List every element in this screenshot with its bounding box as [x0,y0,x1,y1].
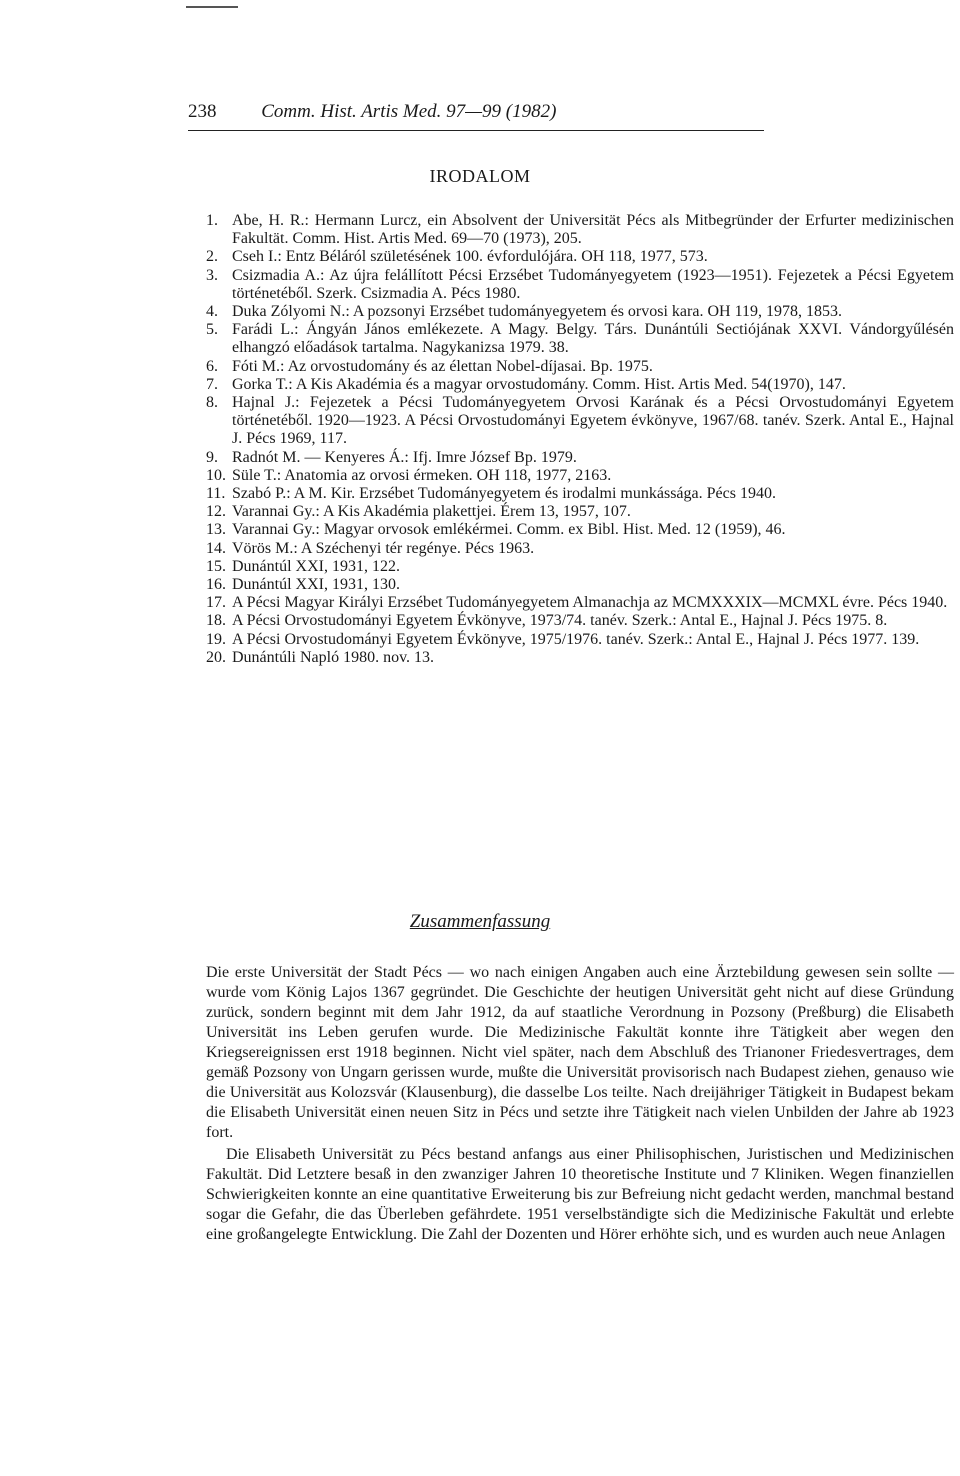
reference-number: 2. [206,248,218,266]
reference-item [206,594,954,612]
reference-text: Gorka T.: A Kis Akadémia és a magyar orvostudomány. Comm. Hist. Artis Med. 54(1970), 147. [232,375,846,393]
reference-text: A Pécsi Magyar Királyi Erzsébet Tudományegyetem Almanachja az MCMXXXIX—MCMXL évre. Pécs 1940. [232,594,948,612]
reference-item [206,631,954,649]
reference-number: 18. [206,612,226,630]
reference-item [206,376,954,394]
reference-text: Süle T.: Anatomia az orvosi érmeken. OH 118, 1977, 2163. [232,466,612,484]
reference-number: 8. [206,394,218,412]
reference-item [206,558,954,576]
reference-item [206,248,954,266]
reference-number: 4. [206,303,218,321]
reference-number: 12. [206,503,226,521]
page-number: 238 [188,101,217,122]
reference-item [206,267,954,303]
summary-body [206,963,954,1247]
reference-item [206,449,954,467]
reference-text: Radnót M. — Kenyeres Á.: Ifj. Imre József Bp. 1979. [232,448,577,466]
reference-item [206,612,954,630]
reference-number: 14. [206,539,226,557]
reference-number: 16. [206,576,226,594]
page-header [188,100,768,124]
reference-item [206,649,954,667]
reference-text: Cseh I.: Entz Béláról születésének 100. évfordulójára. OH 118, 1977, 573. [232,248,708,266]
reference-number: 3. [206,266,218,284]
reference-text: Szabó P.: A M. Kir. Erzsébet Tudományegyetem és irodalmi munkássága. Pécs 1940. [232,485,776,503]
reference-item [206,503,954,521]
reference-number: 9. [206,448,218,466]
reference-number: 11. [206,485,226,503]
reference-text: Duka Zólyomi N.: A pozsonyi Erzsébet tudományegyetem és orvosi kara. OH 119, 1978, 1853. [232,303,842,321]
reference-number: 20. [206,648,226,666]
reference-text: Fóti M.: Az orvostudomány és az élettan Nobel-díjasai. Bp. 1975. [232,357,653,375]
reference-number: 13. [206,521,226,539]
reference-text: Dunántúli Napló 1980. nov. 13. [232,648,435,666]
reference-item [206,467,954,485]
header-rule [188,130,764,131]
reference-text: Abe, H. R.: Hermann Lurcz, ein Absolvent der Universität Pécs als Mitbegründer der Erfurter medizinischen Fakultät. Comm. Hist. Artis Med. 69—70 (1973), 205. [232,212,954,248]
reference-text: Csizmadia A.: Az újra felállított Pécsi Erzsébet Tudományegyetem (1923—1951). Fejezetek a Pécsi Egyetem történetéből. Szerk. Csizmadia A. Pécs 1980. [232,266,954,302]
summary-title: Zusammenfassung [409,911,551,932]
running-head: Comm. Hist. Artis Med. 97—99 (1982) [261,101,557,122]
reference-item [206,540,954,558]
reference-item [206,576,954,594]
reference-number: 15. [206,557,226,575]
reference-number: 1. [206,212,218,229]
reference-text: Dunántúl XXI, 1931, 130. [232,576,400,594]
reference-number: 7. [206,375,218,393]
reference-item [206,521,954,539]
reference-text: A Pécsi Orvostudományi Egyetem Évkönyve, 1975/1976. tanév. Szerk.: Antal E., Hajnal J. Pécs 1977. 139. [232,630,920,648]
reference-text: Hajnal J.: Fejezetek a Pécsi Tudományegyetem Orvosi Karának és a Pécsi Orvostudományi Egyetem történetéből. 1920—1923. A Pécsi Orvostudományi Egyetem évkönyve, 1967/68. tanév. Szerk. Antal E., Hajnal J. Pécs 1969, 117. [232,394,954,448]
reference-text: Varannai Gy.: A Kis Akadémia plakettjei. Érem 13, 1957, 107. [232,503,631,521]
reference-number: 10. [206,466,226,484]
reference-text: A Pécsi Orvostudományi Egyetem Évkönyve, 1973/74. tanév. Szerk.: Antal E., Hajnal J. Pécs 1975. 8. [232,612,888,630]
summary-paragraph: Die erste Universität der Stadt Pécs — wo nach einigen Angaben auch eine Ärztebildung gewesen sein sollte — wurde vom König Lajos 1367 gegründet. Die Geschichte der heutigen Universität geht nicht auf diese Gründung zurück, sondern beginnt mit dem Jahr 1912, da auf staatliche Verordnung in Pozsony (Preßburg) die Elisabeth Universität ins Leben gerufen wurde. Die Medizinische Fakultät konnte ihre Tätigkeit aber wegen den Kriegsereignissen erst 1918 beginnen. Nicht viel später, nach dem Abschluß des Trianoner Friedesvertrages, dem gemäß Pozsony von Ungarn gerissen wurde, mußte die Universität provisorisch nach Budapest ziehen, genauso wie die Universität aus Kolozsvár (Klausenburg), die dasselbe Los teilte. Nach dreijähriger Tätigkeit in Budapest bekam die Elisabeth Universität einen neuen Sitz in Pécs und setzte ihre Tätigkeit nach vielen Unbilden der Jahre ab 1923 fort. [206,964,954,1141]
reference-item [206,358,954,376]
corner-mark [186,6,238,8]
reference-text: Dunántúl XXI, 1931, 122. [232,557,400,575]
summary-paragraph: Die Elisabeth Universität zu Pécs bestand anfangs aus einer Philisophischen, Juristischen und Medizinischen Fakultät. Did Letztere besaß in den zwanziger Jahren 10 theoretische Institute und 7 Kliniken. Wegen finanziellen Schwierigkeiten konnte an eine quantitative Erweiterung bis zur Befreiung nicht gedacht werden, manchmal bestand sogar die Gefahr, die das Überleben gefährdete. 1951 verselbständigte sich die Medizinische Fakultät und erlebte eine großangelegte Entwicklung. Die Zahl der Dozenten und Hörer erhöhte sich, und es wurden auch neue Anlagen [206,1146,954,1243]
reference-item [206,394,954,449]
reference-text: Farádi L.: Ángyán János emlékezete. A Magy. Belgy. Társ. Dunántúli Sectiójának XXVI. Vándorgyűlésén elhangzó előadások tartalma. Nagykanizsa 1979. 38. [232,321,954,357]
reference-number: 17. [206,594,226,612]
reference-item [206,303,954,321]
reference-text: Varannai Gy.: Magyar orvosok emlékérmei. Comm. ex Bibl. Hist. Med. 12 (1959), 46. [232,521,786,539]
reference-text: Vörös M.: A Széchenyi tér regénye. Pécs 1963. [232,539,535,557]
reference-number: 6. [206,357,218,375]
section-title: IRODALOM [429,166,531,186]
reference-number: 19. [206,630,226,648]
reference-number: 5. [206,321,218,339]
reference-item [206,212,954,248]
reference-item [206,485,954,503]
reference-item [206,321,954,357]
reference-list [206,212,954,667]
